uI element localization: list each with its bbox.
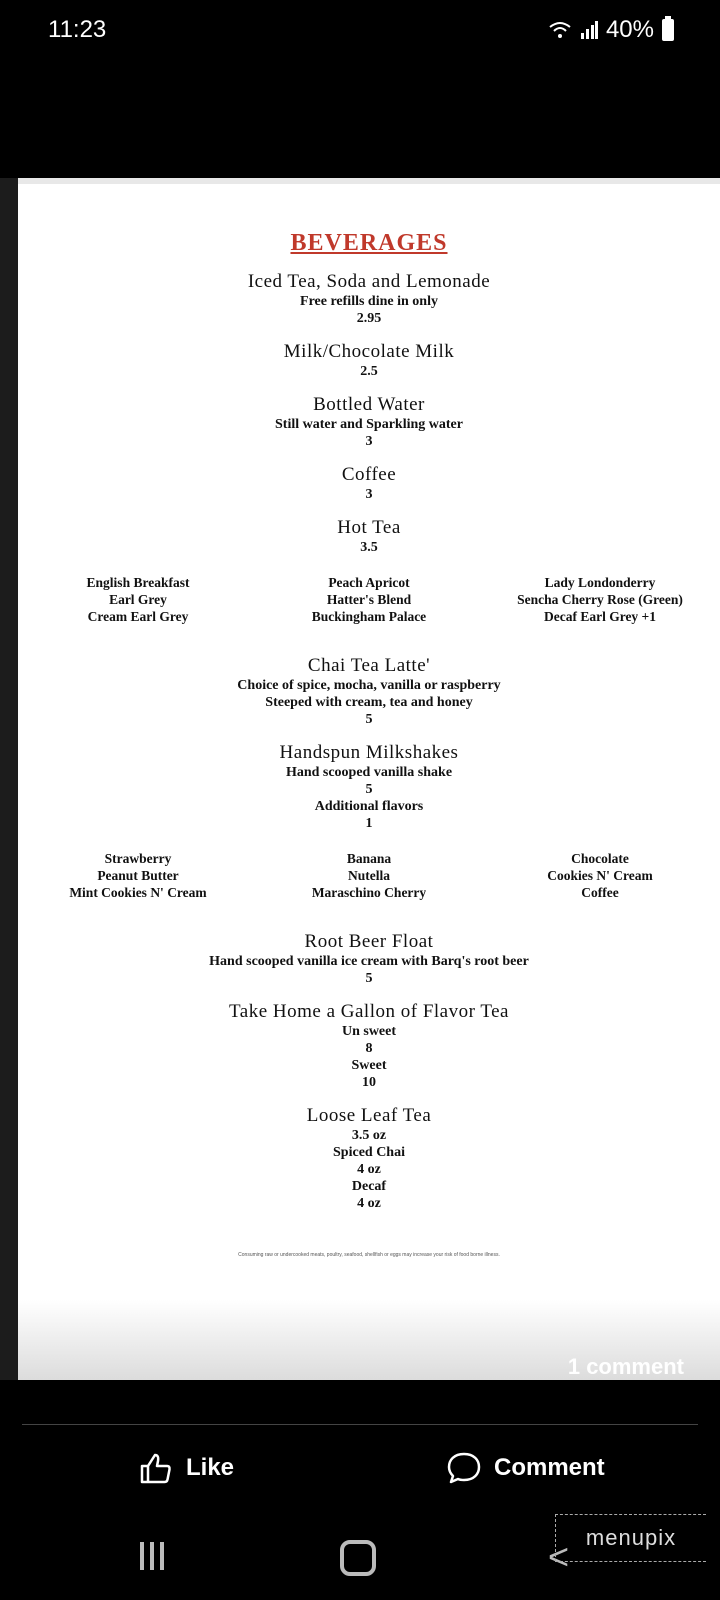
menu-item <box>18 1001 720 1091</box>
menu-item <box>18 341 720 380</box>
item-price: 5 <box>365 712 373 727</box>
item-price: 3 <box>365 487 373 502</box>
menu-item <box>18 517 720 556</box>
menu-item <box>18 742 720 832</box>
menu-item <box>18 1105 720 1212</box>
flavor: Banana <box>346 851 392 866</box>
menu-item <box>18 655 720 728</box>
item-name: Bottled Water <box>313 394 425 415</box>
item-price: 3.5 <box>360 540 378 555</box>
item-desc: Still water and Sparkling water <box>275 417 463 432</box>
status-icons <box>548 16 674 44</box>
comment-label: Comment <box>494 1454 605 1481</box>
wifi-icon <box>548 21 572 39</box>
shake-flavors <box>18 850 720 901</box>
comment-button[interactable] <box>446 1450 605 1486</box>
item-price: 8 <box>365 1041 373 1056</box>
flavor: Lady Londonderry <box>544 575 656 590</box>
menu-content <box>18 230 720 1258</box>
flavor: Earl Grey <box>109 592 167 607</box>
flavor: Peanut Butter <box>97 868 179 883</box>
flavor-column <box>500 850 700 901</box>
flavor: Coffee <box>581 885 619 900</box>
item-name: Hot Tea <box>337 517 401 538</box>
comment-count[interactable]: 1 comment <box>567 1354 684 1379</box>
item-name: Take Home a Gallon of Flavor Tea <box>229 1001 509 1022</box>
divider <box>22 1424 698 1425</box>
thumbs-up-icon <box>138 1450 174 1486</box>
watermark-logo: menupix <box>555 1514 706 1562</box>
home-button[interactable] <box>340 1540 376 1576</box>
item-name: Handspun Milkshakes <box>279 742 459 763</box>
item-price: 3.5 oz <box>351 1128 387 1143</box>
flavor: Chocolate <box>571 851 629 866</box>
item-name: Root Beer Float <box>304 931 434 952</box>
flavor: Sencha Cherry Rose (Green) <box>517 592 683 607</box>
item-desc: Steeped with cream, tea and honey <box>265 695 473 710</box>
flavor: English Breakfast <box>86 575 190 590</box>
flavor: Cookies N' Cream <box>547 868 653 883</box>
flavor: Peach Apricot <box>328 575 410 590</box>
item-price: 2.5 <box>360 364 378 379</box>
like-button[interactable] <box>138 1450 234 1486</box>
flavor-column <box>500 574 700 625</box>
flavor-column <box>269 574 469 625</box>
flavor: Mint Cookies N' Cream <box>69 885 207 900</box>
tea-flavors <box>18 574 720 625</box>
disclaimer: Consuming raw or undercooked meats, poultry, seafood, shellfish or eggs may increase your risk of food borne illness. <box>238 1252 500 1258</box>
flavor: Decaf Earl Grey +1 <box>543 609 657 624</box>
like-label: Like <box>186 1454 235 1481</box>
item-name: Loose Leaf Tea <box>306 1105 432 1126</box>
item-desc: Choice of spice, mocha, vanilla or raspberry <box>237 678 501 693</box>
flavor: Strawberry <box>104 851 172 866</box>
item-name: Milk/Chocolate Milk <box>283 341 455 362</box>
flavor: Nutella <box>348 868 390 883</box>
item-desc: Spiced Chai <box>333 1145 405 1160</box>
flavor-column <box>269 850 469 901</box>
item-price: 3 <box>365 434 373 449</box>
flavor: Cream Earl Grey <box>87 609 189 624</box>
photo-edge-left <box>0 178 18 1380</box>
signal-icon <box>580 21 598 39</box>
flavor-column <box>38 850 238 901</box>
battery-icon <box>662 19 674 41</box>
status-bar <box>0 0 720 60</box>
item-name: Coffee <box>341 464 397 485</box>
item-desc: Hand scooped vanilla ice cream with Barq's root beer <box>209 954 529 969</box>
photo-edge <box>0 178 720 184</box>
item-price: 10 <box>362 1075 376 1090</box>
recent-apps-button[interactable] <box>140 1542 164 1570</box>
clock: 11:23 <box>48 16 107 43</box>
item-price: 5 <box>365 971 373 986</box>
menu-title: BEVERAGES <box>290 230 448 256</box>
item-name: Iced Tea, Soda and Lemonade <box>247 271 491 292</box>
item-price: 2.95 <box>356 311 382 326</box>
battery-percent: 40% <box>605 16 654 43</box>
menu-item <box>18 394 720 450</box>
item-desc: Hand scooped vanilla shake <box>285 765 453 780</box>
item-desc: Un sweet <box>341 1024 397 1039</box>
item-desc: Sweet <box>351 1058 387 1073</box>
menu-item <box>18 464 720 503</box>
item-desc: Additional flavors <box>314 799 424 814</box>
comment-bubble-icon <box>446 1450 482 1486</box>
item-name: Chai Tea Latte' <box>307 655 431 676</box>
item-price: 1 <box>365 816 373 831</box>
flavor: Maraschino Cherry <box>311 885 427 900</box>
flavor: Hatter's Blend <box>326 592 412 607</box>
item-desc: Free refills dine in only <box>300 294 438 309</box>
item-price: 4 oz <box>357 1196 381 1211</box>
item-desc: Decaf <box>351 1179 387 1194</box>
menu-item <box>18 271 720 327</box>
flavor-column <box>38 574 238 625</box>
back-button[interactable]: < <box>548 1536 570 1577</box>
item-price: 4 oz <box>357 1162 381 1177</box>
item-price: 5 <box>365 782 373 797</box>
flavor: Buckingham Palace <box>311 609 427 624</box>
menu-item <box>18 931 720 987</box>
